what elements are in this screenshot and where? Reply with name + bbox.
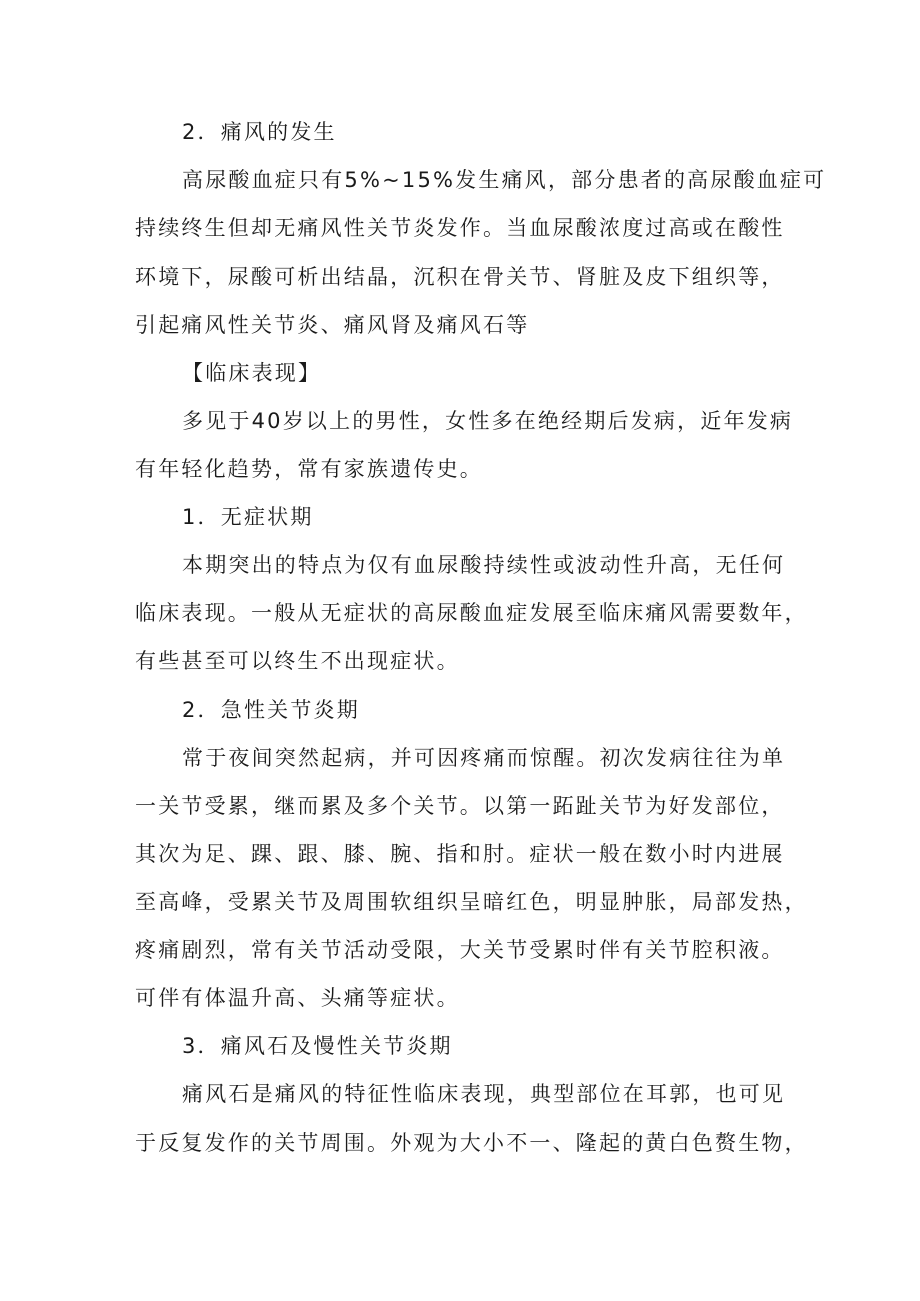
paragraph-line: 高尿酸血症只有5%~15%发生痛风，部分患者的高尿酸血症可 bbox=[182, 168, 827, 192]
section-heading-asymptomatic-stage: 1．无症状期 bbox=[182, 505, 314, 529]
paragraph-line: 于反复发作的关节周围。外观为大小不一、隆起的黄白色赘生物， bbox=[135, 1131, 808, 1155]
paragraph-line: 临床表现。一般从无症状的高尿酸血症发展至临床痛风需要数年， bbox=[135, 601, 808, 625]
paragraph-line: 本期突出的特点为仅有血尿酸持续性或波动性升高，无任何 bbox=[182, 553, 786, 577]
section-heading-clinical-manifestation: 【临床表现】 bbox=[182, 361, 322, 385]
paragraph-line: 疼痛剧烈，常有关节活动受限，大关节受累时伴有关节腔积液。 bbox=[135, 938, 785, 962]
paragraph-line: 引起痛风性关节炎、痛风肾及痛风石等 bbox=[135, 313, 530, 337]
paragraph-line: 痛风石是痛风的特征性临床表现，典型部位在耳郭，也可见 bbox=[182, 1082, 786, 1106]
paragraph-line: 一关节受累，继而累及多个关节。以第一跖趾关节为好发部位， bbox=[135, 794, 785, 818]
paragraph-line: 可伴有体温升高、头痛等症状。 bbox=[135, 986, 460, 1010]
paragraph-line: 有些甚至可以终生不出现症状。 bbox=[135, 649, 460, 673]
paragraph-line: 环境下，尿酸可析出结晶，沉积在骨关节、肾脏及皮下组织等， bbox=[135, 265, 785, 289]
section-heading-tophus-chronic-stage: 3．痛风石及慢性关节炎期 bbox=[182, 1034, 453, 1058]
paragraph-line: 至高峰，受累关节及周围软组织呈暗红色，明显肿胀，局部发热， bbox=[135, 890, 808, 914]
paragraph-line: 常于夜间突然起病，并可因疼痛而惊醒。初次发病往往为单 bbox=[182, 746, 786, 770]
section-heading-acute-arthritis-stage: 2．急性关节炎期 bbox=[182, 698, 360, 722]
paragraph-line: 多见于40岁以上的男性，女性多在绝经期后发病，近年发病 bbox=[182, 409, 794, 433]
paragraph-line: 其次为足、踝、跟、膝、腕、指和肘。症状一般在数小时内进展 bbox=[135, 842, 785, 866]
paragraph-line: 持续终生但却无痛风性关节炎发作。当血尿酸浓度过高或在酸性 bbox=[135, 216, 785, 240]
paragraph-line: 有年轻化趋势，常有家族遗传史。 bbox=[135, 457, 483, 481]
section-heading-gout-onset: 2．痛风的发生 bbox=[182, 120, 337, 144]
